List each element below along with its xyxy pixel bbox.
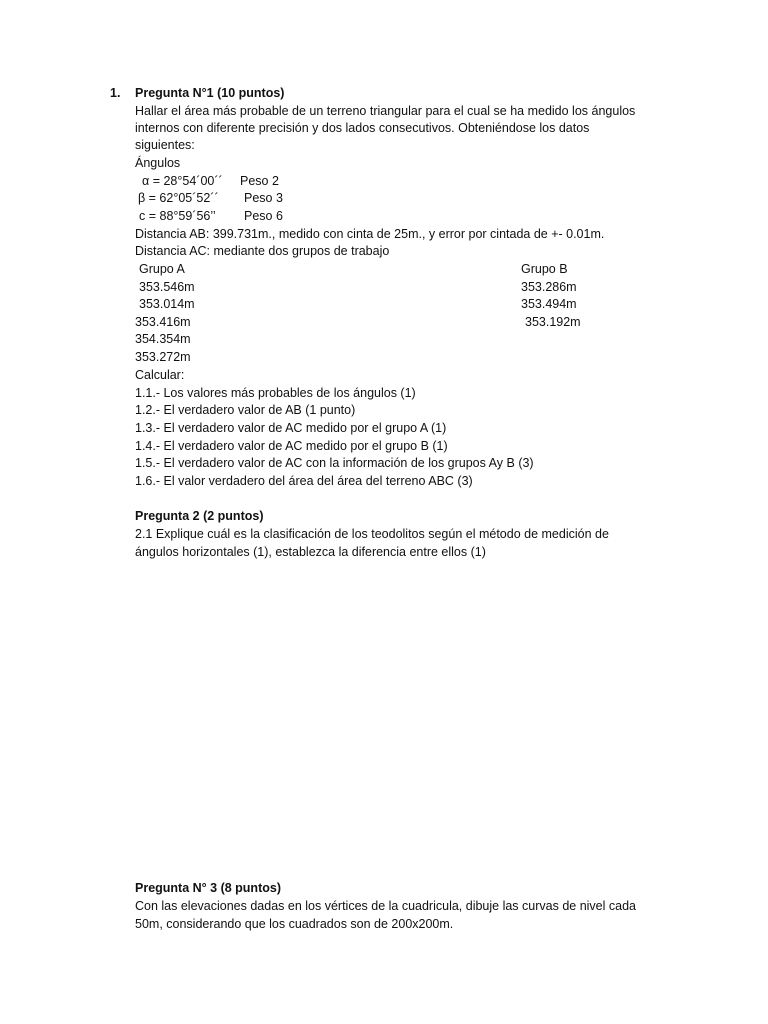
group-a-label: Grupo A — [139, 262, 185, 276]
calc-item: 1.3.- El verdadero valor de AC medido por el grupo A (1) — [135, 421, 447, 435]
group-b-value: 353.494m — [521, 297, 577, 311]
group-a-value: 353.014m — [139, 297, 195, 311]
q2-line-1: 2.1 Explique cuál es la clasificación de los teodolitos según el método de medición de — [135, 527, 609, 541]
q2-line-2: ángulos horizontales (1), establezca la diferencia entre ellos (1) — [135, 545, 486, 559]
q1-number: 1. — [110, 86, 121, 100]
q3-title: Pregunta N° 3 (8 puntos) — [135, 881, 281, 895]
angle-alpha: α = 28°54´00´´ — [142, 174, 223, 188]
q1-title: Pregunta N°1 (10 puntos) — [135, 86, 285, 100]
group-b-value: 353.286m — [521, 280, 577, 294]
group-b-value: 353.192m — [525, 315, 581, 329]
group-a-value: 353.272m — [135, 350, 191, 364]
group-a-value: 353.416m — [135, 315, 191, 329]
group-b-label: Grupo B — [521, 262, 568, 276]
q2-title: Pregunta 2 (2 puntos) — [135, 509, 264, 523]
calc-item: 1.5.- El verdadero valor de AC con la información de los grupos Ay B (3) — [135, 456, 534, 470]
q3-line-1: Con las elevaciones dadas en los vértices de la cuadricula, dibuje las curvas de nivel cada — [135, 899, 636, 913]
distance-ac: Distancia AC: mediante dos grupos de trabajo — [135, 244, 390, 258]
q1-intro-line-1: Hallar el área más probable de un terreno triangular para el cual se ha medido los ángulos — [135, 104, 636, 118]
calc-item: 1.2.- El verdadero valor de AB (1 punto) — [135, 403, 356, 417]
calc-heading: Calcular: — [135, 368, 185, 382]
angle-c: c = 88°59´56’’ — [139, 209, 216, 223]
q1-intro-line-3: siguientes: — [135, 138, 195, 152]
angles-heading: Ángulos — [135, 156, 181, 170]
group-a-value: 354.354m — [135, 332, 191, 346]
calc-item: 1.6.- El valor verdadero del área del área del terreno ABC (3) — [135, 474, 473, 488]
calc-item: 1.1.- Los valores más probables de los ángulos (1) — [135, 386, 416, 400]
calc-item: 1.4.- El verdadero valor de AC medido por el grupo B (1) — [135, 439, 448, 453]
group-a-value: 353.546m — [139, 280, 195, 294]
angle-beta-weight: Peso 3 — [244, 191, 283, 205]
distance-ab: Distancia AB: 399.731m., medido con cinta de 25m., y error por cintada de +- 0.01m. — [135, 227, 605, 241]
q3-line-2: 50m, considerando que los cuadrados son de 200x200m. — [135, 917, 454, 931]
angle-beta: β = 62°05´52´´ — [138, 191, 219, 205]
angle-c-weight: Peso 6 — [244, 209, 283, 223]
angle-alpha-weight: Peso 2 — [240, 174, 279, 188]
q1-intro-line-2: internos con diferente precisión y dos lados consecutivos. Obteniéndose los datos — [135, 121, 590, 135]
